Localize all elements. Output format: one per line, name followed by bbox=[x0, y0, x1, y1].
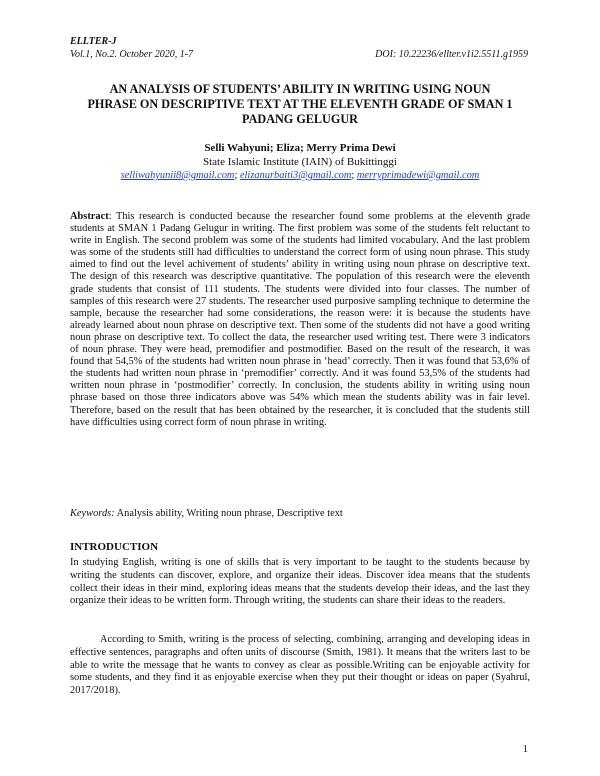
abstract-text: : This research is conducted because the researcher found some problems at the eleventh grade students at SMAN 1 Padang Gelugur in writing. The first problem was some of the students felt reluctant to write in English. The second problem was some of the students had limited vocabulary. And the last problem was some of the students still had difficulties to understand the correct form of using noun phrase. This study aimed to find out the level achivement of students’ ability in writing using noun phrase on descriptive text. The design of this research was descriptive quantitative. The population of this research were the eleventh grade students that consist of 111 students. The students were divided into four classes. The number of samples of this research were 27 students. The researcher used purposive sampling technique to determine the sample, because the researcher had some considerations, the reason were: it is because the students have already learned about noun phrase on descriptive text. Then some of the students did not have a good writing noun phrase on descriptive text. To collect the data, the researcher used writing test. There were 3 indicators of noun phrase. They were head, premodifier and postmodifier. Based on the result of the research, it was found that 54,5% of the students had written noun phrase in ‘head’ correctly. Then it was found that 53,6% of the students had written noun phrase in ‘premodifier’ correctly. And it was found 53,5% of the students had written noun phrase in ‘postmodifier’ correctly. In conclusion, the students ability in writing using noun phrase based on those three indicators above was 54% which mean the students ability was in fair level. Therefore, based on the result that has been obtained by the researcher, it is concluded that the students still have difficulties using correct form of noun phrase in writing. bbox=[70, 211, 530, 428]
keywords bbox=[70, 508, 530, 519]
abstract-label: Abstract bbox=[70, 211, 109, 222]
author-emails bbox=[40, 170, 560, 181]
email-link-2[interactable]: elizanurbaiti3@gmail.com bbox=[239, 170, 352, 181]
page-number: 1 bbox=[522, 744, 528, 755]
abstract bbox=[70, 211, 530, 429]
doi-link[interactable]: DOI: 10.22236/ellter.v1i2.5511.g1959 bbox=[375, 49, 528, 60]
institution: State Islamic Institute (IAIN) of Bukittinggi bbox=[203, 156, 397, 168]
paper-title: AN ANALYSIS OF STUDENTS’ ABILITY IN WRITING USING NOUN PHRASE ON DESCRIPTIVE TEXT AT THE ELEVENTH GRADE OF SMAN 1 PADANG GELUGUR bbox=[87, 82, 513, 126]
introduction-paragraph-1: In studying English, writing is one of skills that is very important to be taught to the students because by writing the students can discover, explore, and organize their ideas. Discover idea means that the students collect their ideas in their mind, exploring ideas means that the students develop their ideas, and the last they organize their ideas to be written form. Through writing, the students can share their ideas to the readers. bbox=[70, 557, 530, 607]
keywords-label: Keywords: bbox=[70, 508, 115, 519]
section-heading-introduction: INTRODUCTION bbox=[70, 541, 159, 553]
author-list: Selli Wahyuni; Eliza; Merry Prima Dewi bbox=[204, 142, 396, 154]
email-link-3[interactable]: merryprimadewi@gmail.com bbox=[356, 170, 480, 181]
journal-volume: Vol.1, No.2. October 2020, 1-7 bbox=[70, 49, 194, 60]
journal-name: ELLTER-J bbox=[70, 36, 117, 47]
email-separator: ; bbox=[234, 170, 238, 181]
email-link-1[interactable]: selliwahyunii8@gmail.com bbox=[120, 170, 235, 181]
keywords-text: Analysis ability, Writing noun phrase, Descriptive text bbox=[114, 508, 343, 519]
email-separator: ; bbox=[351, 170, 355, 181]
introduction-paragraph-2: According to Smith, writing is the process of selecting, combining, arranging and developing ideas in effective sentences, paragraphs and often units of discourse (Smith, 1981). It means that the writers last to be able to write the message that he wants to convey as clear as possible.Writing can be enjoyable activity for some students, and they find it as enjoyable exercise when they put their thought or ideas on paper (Syahrul, 2017/2018). bbox=[70, 634, 530, 697]
